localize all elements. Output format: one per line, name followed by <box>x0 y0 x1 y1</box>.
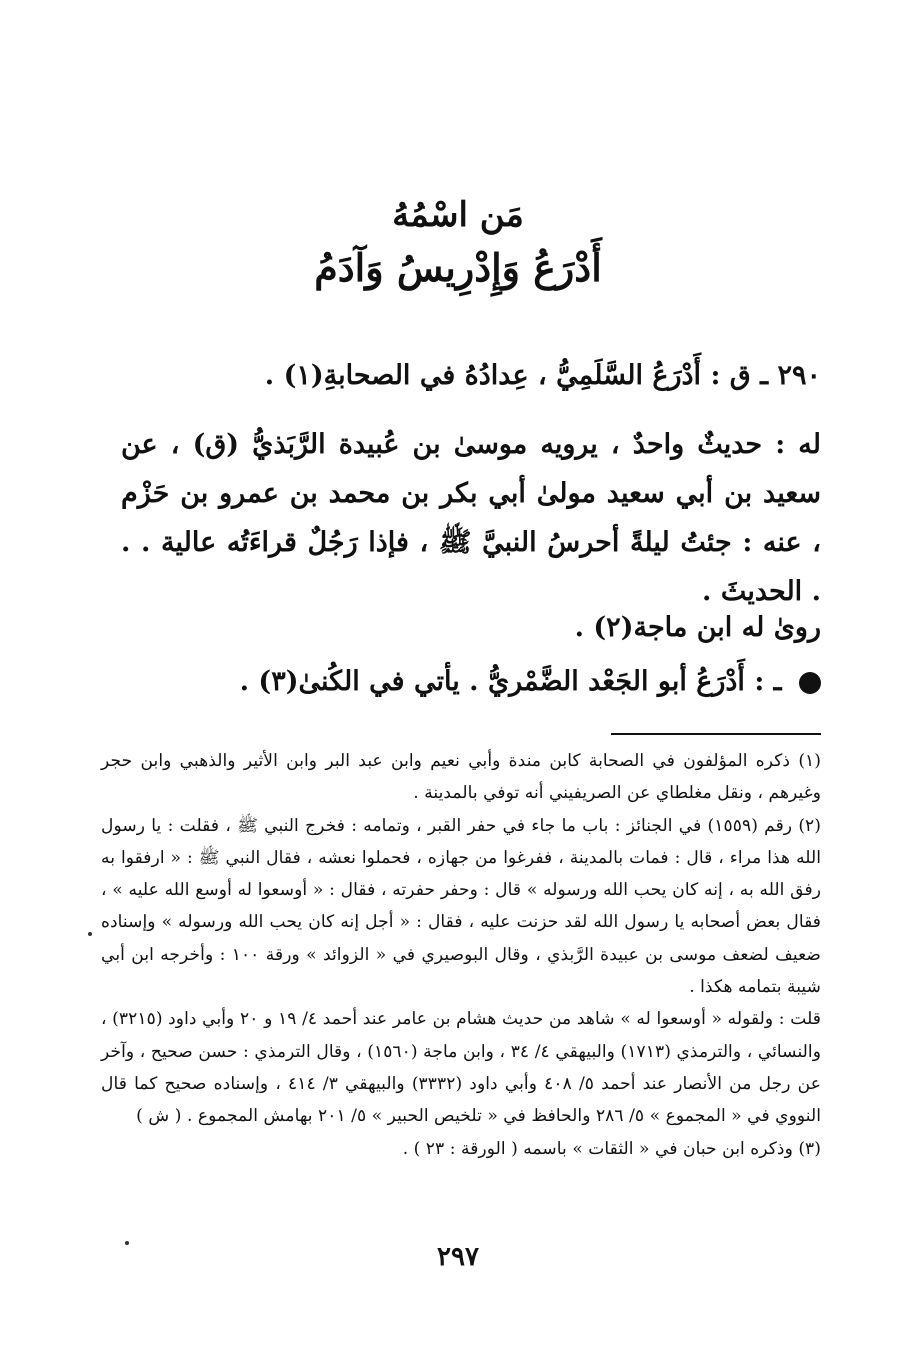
footnote-3: (٣) وذكره ابن حبان في « الثقات » باسمه ( الورقة : ٢٣ ) . <box>402 1138 821 1159</box>
scan-speck <box>88 932 92 936</box>
entry-number: ٢٩٠ <box>777 360 821 391</box>
entry-paragraph: له : حديثٌ واحدٌ ، يرويه موسىٰ بن عُبيدة الرَّبَذيُّ (ق) ، عن سعيد بن أبي سعيد مولىٰ أبي بكر بن محمد بن عمرو بن حَزْم ، عنه : جئتُ ليلةً أحرسُ النبيَّ ﷺ ، فإذا رَجُلٌ قراءَتُه عالية . . . الحديثَ . <box>121 429 821 607</box>
footnote-2: (٢) رقم (١٥٥٩) في الجنائز : باب ما جاء في حفر القبر ، وتمامه : فخرج النبي ﷺ ، فقلت : يا رسول الله هذا مراء ، قال : فمات بالمدينة ، ففرغوا من جهازه ، فحملوا نعشه ، فقال النبي ﷺ : « ارفقوا به رفق الله به ، إنه كان يحب الله ورسوله » قال : وحفر حفرته ، فقال : « أوسعوا له أوسع الله عليه » ، فقال بعض أصحابه يا رسول الله لقد حزنت عليه ، فقال : « أجل إنه كان يحب الله ورسوله » وإسناده ضعيف لضعف موسى بن عبيدة الرَّبذي ، وقال البوصيري في « الزوائد » ورقة ١٠٠ : وأخرجه ابن أبي شيبة بتمامه هكذا . <box>101 815 821 998</box>
entry-text: ـ ق : أَدْرَعُ السَّلَمِيُّ ، عِدادُهُ في الصحابةِ(١) . <box>264 360 769 391</box>
entry-header <box>121 360 821 392</box>
scan-speck <box>125 1241 129 1245</box>
entry-narration-note: روىٰ له ابن ماجة(٢) . <box>574 612 821 643</box>
footnotes <box>101 745 821 1165</box>
footnote-2-continuation: قلت : ولقوله « أوسعوا له » شاهد من حديث هشام بن عامر عند أحمد ٤/ ١٩ و ٢٠ وأبي داود (٣٢١٥) ، والنسائي ، والترمذي (١٧١٣) والبيهقي ٤/ ٣٤ ، وابن ماجة (١٥٦٠) ، وقال الترمذي : حسن صحيح ، وآخر عن رجل من الأنصار عند أحمد ٥/ ٤٠٨ وأبي داود (٣٣٣٢) والبيهقي ٣/ ٤١٤ ، وإسناده صحيح كما قال النووي في « المجموع » ٥/ ٢٨٦ والحافظ في « تلخيص الحبير » ٥/ ٢٠١ بهامش المجموع . ( ش ) <box>101 1009 822 1127</box>
cross-reference-entry <box>121 666 821 698</box>
footnote-1: (١) ذكره المؤلفون في الصحابة كابن مندة وأبي نعيم وابن عبد البر وابن الأثير والذهبي وابن حجر وغيرهم ، ونقل مغلطاي عن الصريفيني أنه توفي بالمدينة . <box>101 751 821 804</box>
page-number: ٢٩٧ <box>437 1242 479 1272</box>
section-heading-line1: مَن اسْمُهُ <box>392 195 524 235</box>
bullet-icon <box>799 672 821 694</box>
footnote-separator <box>611 733 821 735</box>
cross-reference-text: ـ : أَدْرَعُ أبو الجَعْد الضَّمْريُّ . يأتي في الكُنىٰ(٣) . <box>239 666 782 697</box>
section-heading-line2: أَدْرَعُ وَإِدْرِيسُ وَآدَمُ <box>314 245 602 290</box>
